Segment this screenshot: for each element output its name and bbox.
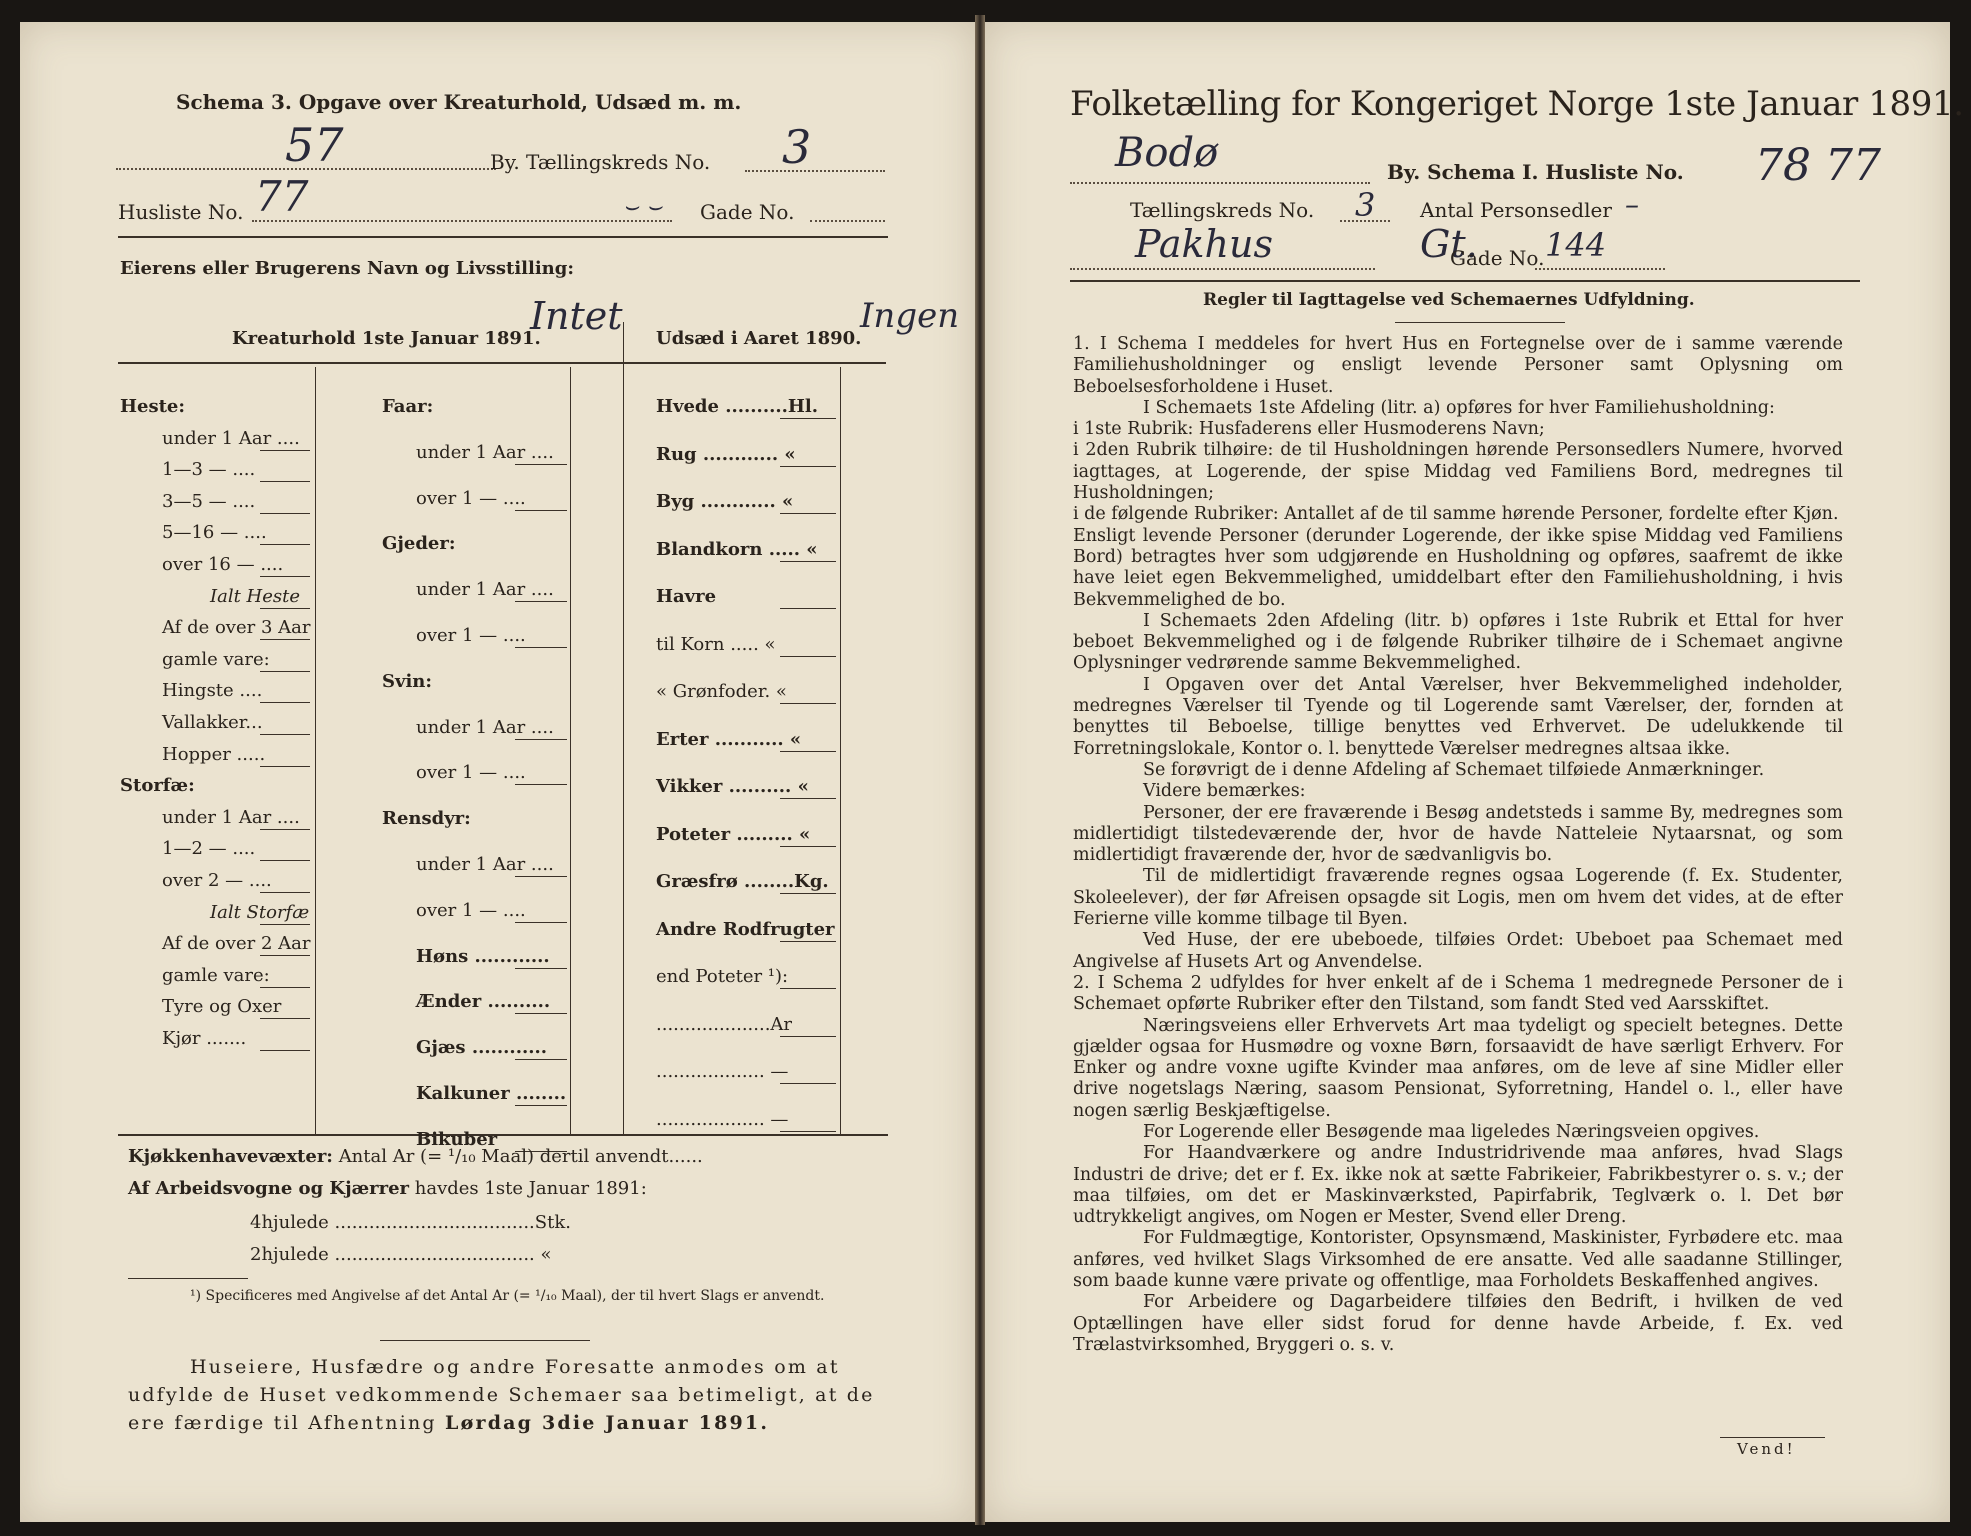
col3-row: til Korn ..... « <box>656 633 776 655</box>
right-kreds-handwritten: 3 <box>1355 186 1376 224</box>
arbeid-label: Af Arbeidsvogne og Kjærrer <box>128 1178 410 1199</box>
notice-date: Lørdag 3die Januar 1891. <box>445 1412 770 1434</box>
col3-row: end Poteter ¹): <box>656 966 789 987</box>
to-hjulede: 2hjulede ................................... « <box>250 1244 552 1265</box>
husliste-label: Husliste No. <box>118 200 244 224</box>
antal-label: Antal Personsedler <box>1420 198 1612 222</box>
col2-row: over 1 — .... <box>416 762 526 784</box>
kjokken-label: Kjøkkenhavevæxter: <box>128 1146 333 1167</box>
arbeid-text: havdes 1ste Januar 1891: <box>414 1178 647 1199</box>
regler-body <box>1073 334 1843 1356</box>
col2-row: Gjæs ............ <box>416 1037 548 1059</box>
regel-paragraph: For Logerende eller Besøgende maa ligeledes Næringsveien opgives. <box>1143 1121 1760 1142</box>
udsaed-header: Udsæd i Aaret 1890. <box>656 328 862 349</box>
notice-line-2: udfylde de Huset vedkommende Schemaer saa betimeligt, at de <box>128 1384 875 1406</box>
col1-row: 5—16 — .... <box>162 522 267 544</box>
gade-handwritten: Gt. <box>1420 222 1478 266</box>
col3-row: Græsfrø ........Kg. <box>656 871 829 892</box>
col1-row: Af de over 3 Aar <box>162 617 311 639</box>
left-title: Schema 3. Opgave over Kreaturhold, Udsæd m. m. <box>176 90 742 114</box>
col2-row: under 1 Aar .... <box>416 854 554 875</box>
col1-row: Kjør ....... <box>162 1028 247 1049</box>
col1-row: Af de over 2 Aar <box>162 933 311 955</box>
regel-paragraph: 2. I Schema 2 udfyldes for hver enkelt af de i Schema 1 medregnede Personer de i Schemaet opførte Rubriker efter den Tilstand, som fandt Sted ved Aarsskiftet. <box>1073 972 1843 1015</box>
kreatur-handwritten: Intet <box>530 294 623 338</box>
regel-paragraph: Se forøvrigt de i denne Afdeling af Schemaet tilføiede Anmærkninger. <box>1143 759 1765 780</box>
col1-row: Ialt Heste <box>210 585 301 607</box>
col1-row: gamle vare: <box>162 964 270 986</box>
regel-paragraph: I Schemaets 2den Afdeling (litr. b) opføres i 1ste Rubrik et Ettal for hver beboet Bekvemmelighed og i de følgende Rubriker tilhøire de i Schemaet angivne Oplysninger vedrørende samme Bekvemmelighed. <box>1073 610 1843 674</box>
col3-row: Hvede ..........Hl. <box>656 396 818 417</box>
right-by-label: By. Schema I. Husliste No. <box>1387 160 1684 184</box>
col3-row: Andre Rodfrugter <box>656 918 835 940</box>
col2-row: Faar: <box>382 396 434 417</box>
fire-hjulede: 4hjulede ...................................Stk. <box>250 1212 571 1233</box>
footnote: ¹) Specificeres med Angivelse af det Antal Ar (= ¹/₁₀ Maal), der til hvert Slags er anvendt. <box>190 1288 825 1304</box>
book-spine <box>975 15 985 1525</box>
street-handwritten: Pakhus <box>1135 222 1273 266</box>
col1-row: Heste: <box>120 396 186 417</box>
eier-label: Eierens eller Brugerens Navn og Livsstilling: <box>120 258 574 279</box>
right-kreds-label: Tællingskreds No. <box>1130 198 1315 222</box>
col2-row: under 1 Aar .... <box>416 579 554 601</box>
col2-row: Bikuber <box>416 1128 498 1150</box>
regel-paragraph: Ensligt levende Personer (derunder Logerende, der ikke spise Middag ved Familiens Bord) betragtes hver som udgjørende en Husholdning og opføres, saafremt de ikke have leiet egen Bekvemmelighed, umiddelbart efter den Familiehusholdning, i hvis Bekvemmelighed de bo. <box>1073 525 1843 610</box>
regel-paragraph: I Schemaets 1ste Afdeling (litr. a) opføres for hver Familiehusholdning: <box>1143 397 1775 418</box>
col3-row: Blandkorn ..... « <box>656 538 818 560</box>
col3-row: Poteter ......... « <box>656 823 811 845</box>
col1-row: Hopper ..... <box>162 743 266 765</box>
husliste-handwritten: 77 <box>255 172 309 221</box>
kreatur-header: Kreaturhold 1ste Januar 1891. <box>232 328 541 349</box>
col1-row: under 1 Aar .... <box>162 427 300 449</box>
col3-row: Rug ............ « <box>656 443 796 465</box>
col1-row: Hingste .... <box>162 680 263 702</box>
col1-row: Storfæ: <box>120 775 195 797</box>
notice-line-1: Huseiere, Husfædre og andre Foresatte anmodes om at <box>190 1356 840 1378</box>
regel-paragraph: Til de midlertidigt fraværende regnes ogsaa Logerende (f. Ex. Studenter, Skoleelever), der før Afreisen opsagde sit Logis, men om hvem det vides, at de efter Ferierne ville komme tilbage til Byen. <box>1073 866 1843 930</box>
vend-label: Vend! <box>1737 1440 1796 1458</box>
left-page-schema-3 <box>20 22 975 1522</box>
regel-paragraph: Videre bemærkes: <box>1143 781 1306 802</box>
kreds-handwritten: 3 <box>782 120 812 174</box>
regel-paragraph: i 1ste Rubrik: Husfaderens eller Husmoderens Navn; <box>1073 419 1545 440</box>
col2-row: over 1 — .... <box>416 487 526 509</box>
col3-row: ................... — <box>656 1061 789 1082</box>
col1-row: gamle vare: <box>162 648 270 670</box>
col2-row: Høns ............ <box>416 945 550 967</box>
udsaed-handwritten: Ingen <box>860 296 960 336</box>
col1-row: over 2 — .... <box>162 870 272 891</box>
col2-row: over 1 — .... <box>416 899 526 921</box>
col1-row: 3—5 — .... <box>162 490 256 512</box>
col1-row: 1—2 — .... <box>162 838 256 860</box>
col1-row: Ialt Storfæ <box>210 901 310 923</box>
by-handwritten: Bodø <box>1115 130 1219 176</box>
right-page-schema-1 <box>985 22 1964 1522</box>
col1-row: Vallakker... <box>162 712 263 733</box>
col1-row: 1—3 — .... <box>162 459 256 481</box>
gade-mark: ⌣ ⌣ <box>623 192 663 220</box>
right-gade-label: Gade No. <box>1450 246 1545 270</box>
regel-paragraph: Personer, der ere fraværende i Besøg andetsteds i samme By, medregnes som midlertidigt tilstedeværende der, hvor de havde Natteleie Nytaarsnat, og som midlertidigt fraværende der, hvor de sædvanligvis bo. <box>1073 802 1843 866</box>
col3-row: ....................Ar <box>656 1013 793 1035</box>
col2-row: Gjeder: <box>382 533 456 555</box>
col3-row: Havre <box>656 586 717 607</box>
col3-row: ................... — <box>656 1108 789 1130</box>
gade-no-handwritten: 144 <box>1545 226 1607 264</box>
regel-paragraph: Næringsveiens eller Erhvervets Art maa tydeligt og specielt betegnes. Dette gjælder ogsaa for Husmødre og voxne Børn, forsaavidt de have særligt Erhverv. For Enker og andre voxne ugifte Kvinder maa anføres, om de leve af sine Midler eller drive nogetslags Næring, saasom Pensionat, Syforretning, Handel o. l., eller have nogen særlig Beskjæftigelse. <box>1073 1015 1843 1121</box>
regel-paragraph: For Haandværkere og andre Industridrivende maa anføres, hvad Slags Industri de drive; det er f. Ex. ikke nok at sætte Fabrikeier, Fabrikbestyrer o. s. v.; der maa tilføies, om det er Maskinværksted, Papirfabrik, Teglværk o. l. Det bør udtrykkeligt angives, om Nogen er Mester, Svend eller Dreng. <box>1073 1143 1843 1228</box>
col1-row: under 1 Aar .... <box>162 806 300 828</box>
regel-paragraph: Ved Huse, der ere ubeboede, tilføies Ordet: Ubeboet paa Schemaet med Angivelse af Husets Art og Anvendelse. <box>1073 930 1843 972</box>
col2-row: Ænder .......... <box>416 991 551 1013</box>
regler-title: Regler til Iagttagelse ved Schemaernes Udfyldning. <box>1203 290 1695 310</box>
col1-row: over 16 — .... <box>162 554 284 575</box>
by-number-handwritten: 57 <box>285 118 344 172</box>
regel-paragraph: I Opgaven over det Antal Værelser, hver Bekvemmelighed indeholder, medregnes Værelser til Tyende og til Logerende samt Værelser, der, fornden at benyttes til Beboelse, tillige benyttes ved Erhvervet. De udelukkende til Forretningslokale, Kontor o. l. benyttede Værelser medregnes altsaa ikke. <box>1073 674 1843 759</box>
regel-paragraph: i 2den Rubrik tilhøire: de til Husholdningen hørende Personsedlers Numere, hvorved iagttages, at Logerende, der spise Middag ved Familiens Bord, medregnes til Husholdningen; <box>1073 440 1843 504</box>
notice-line-3: ere færdige til Afhentning <box>128 1412 437 1434</box>
regel-paragraph: For Arbeidere og Dagarbeidere tilføies den Bedrift, i hvilken de ved Optællingen have eller sidst forud for denne havde Arbeide, f. Ex. ved Trælastvirksomhed, Bryggeri o. s. v. <box>1073 1292 1843 1355</box>
regel-paragraph: 1. I Schema I meddeles for hvert Hus en Fortegnelse over de i samme værende Familiehusholdninger og ensligt levende Personer samt Oplysning om Beboelsesforholdene i Huset. <box>1073 334 1843 397</box>
col2-row: Svin: <box>382 670 433 692</box>
kjokken-text: Antal Ar (= ¹/₁₀ Maal) dertil anvendt...... <box>338 1146 703 1167</box>
col2-row: Rensdyr: <box>382 808 471 830</box>
gade-label: Gade No. <box>700 200 795 224</box>
col3-row: « Grønfoder. « <box>656 681 787 702</box>
by-label: By. Tællingskreds No. <box>490 150 711 174</box>
col3-row: Vikker .......... « <box>656 776 809 797</box>
col3-row: Erter ........... « <box>656 728 802 750</box>
col1-row: Tyre og Oxer <box>162 996 282 1018</box>
col2-row: under 1 Aar .... <box>416 441 554 463</box>
antal-handwritten: – <box>1625 188 1639 221</box>
col2-row: over 1 — .... <box>416 625 526 646</box>
right-title: Folketælling for Kongeriget Norge 1ste Januar 1891. <box>1070 84 1964 124</box>
regel-paragraph: i de følgende Rubriker: Antallet af de til samme hørende Personer, fordelte efter Kjøn. <box>1073 504 1839 525</box>
right-husliste-handwritten: 78 77 <box>1755 140 1881 191</box>
col3-row: Byg ............ « <box>656 491 794 512</box>
col2-row: Kalkuner ........ <box>416 1083 567 1104</box>
regel-paragraph: For Fuldmægtige, Kontorister, Opsynsmænd, Maskinister, Fyrbødere etc. maa anføres, ved hvilket Slags Virksomhed de ere ansatte. Ved alle saadanne Stillinger, som baade kunne være private og offentlige, maa Forholdets Beskaffenhed angives. <box>1073 1228 1843 1292</box>
col2-row: under 1 Aar .... <box>416 716 554 738</box>
